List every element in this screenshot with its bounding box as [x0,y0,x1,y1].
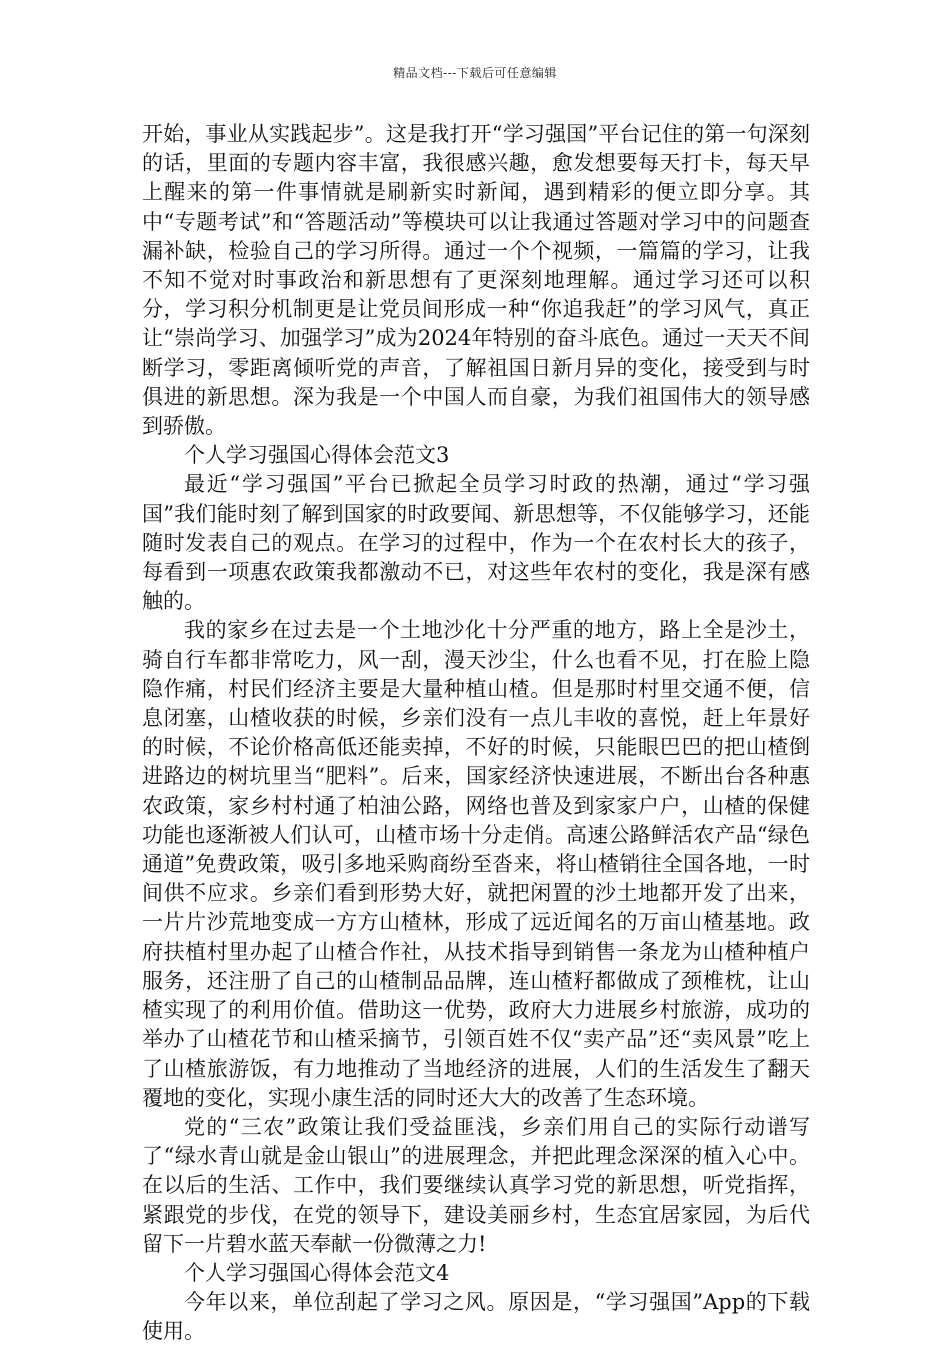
section-heading-essay-4: 个人学习强国心得体会范文4 [184,1260,450,1285]
paragraph: 我的家乡在过去是一个土地沙化十分严重的地方，路上全是沙土，骑自行车都非常吃力，风一刮，漫天沙尘，什么也看不见，打在脸上隐隐作痛，村民们经济主要是大量种植山楂。但是那时村里交通不便，信息闭塞，山楂收获的时候，乡亲们没有一点儿丰收的喜悦，赶上年景好的时候，不论价格高低还能卖掉，不好的时候，只能眼巴巴的把山楂倒进路边的树坑里当“肥料”。后来，国家经济快速进展，不断出台各种惠农政策，家乡村村通了柏油公路，网络也普及到家家户户，山楂的保健功能也逐渐被人们认可，山楂市场十分走俏。高速公路鲜活农产品“绿色通道”免费政策，吸引多地采购商纷至沓来，将山楂销往全国各地，一时间供不应求。乡亲们看到形势大好，就把闲置的沙土地都开发了出来，一片片沙荒地变成一方方山楂林，形成了远近闻名的万亩山楂基地。政府扶植村里办起了山楂合作社，从技术指导到销售一条龙为山楂种植户服务，还注册了自己的山楂制品品牌，连山楂籽都做成了颈椎枕，让山楂实现了的利用价值。借助这一优势，政府大力进展乡村旅游，成功的举办了山楂花节和山楂采摘节，引领百姓不仅“卖产品”还“卖风景”吃上了山楂旅游饭，有力地推动了当地经济的进展，人们的生活发生了翻天覆地的变化，实现小康生活的同时还大大的改善了生态环境。 [142,618,810,1110]
paragraph: 开始，事业从实践起步”。这是我打开“学习强国”平台记住的第一句深刻的话，里面的专题内容丰富，我很感兴趣，愈发想要每天打卡，每天早上醒来的第一件事情就是刷新实时新闻，遇到精彩的便立即分享。其中“专题考试”和“答题活动”等模块可以让我通过答题对学习中的问题查漏补缺，检验自己的学习所得。通过一个个视频，一篇篇的学习，让我不知不觉对时事政治和新思想有了更深刻地理解。通过学习还可以积分，学习积分机制更是让党员间形成一种“你追我赶”的学习风气，真正让“崇尚学习、加强学习”成为2024年特别的奋斗底色。通过一天天不间断学习，零距离倾听党的声音，了解祖国日新月异的变化，接受到与时俱进的新思想。深为我是一个中国人而自豪，为我们祖国伟大的领导感到骄傲。 [142,122,810,439]
paragraph: 今年以来，单位刮起了学习之风。原因是，“学习强国”App的下载使用。 [142,1290,810,1344]
document-body [142,120,810,1347]
paragraph: 党的“三农”政策让我们受益匪浅，乡亲们用自己的实际行动谱写了“绿水青山就是金山银山”的进展理念，并把此理念深深的植入心中。在以后的生活、工作中，我们要继续认真学习党的新思想，听党指挥，紧跟党的步伐，在党的领导下，建设美丽乡村，生态宜居家园，为后代留下一片碧水蓝天奉献一份微薄之力! [142,1114,810,1256]
section-heading-essay-3: 个人学习强国心得体会范文3 [184,443,450,468]
paragraph: 最近“学习强国”平台已掀起全员学习时政的热潮，通过“学习强国”我们能时刻了解到国家的时政要闻、新思想等，不仅能够学习，还能随时发表自己的观点。在学习的过程中，作为一个在农村长大的孩子，每看到一项惠农政策我都激动不已，对这些年农村的变化，我是深有感触的。 [142,472,810,614]
page-header-watermark: 精品文档---下载后可任意编辑 [393,66,557,80]
